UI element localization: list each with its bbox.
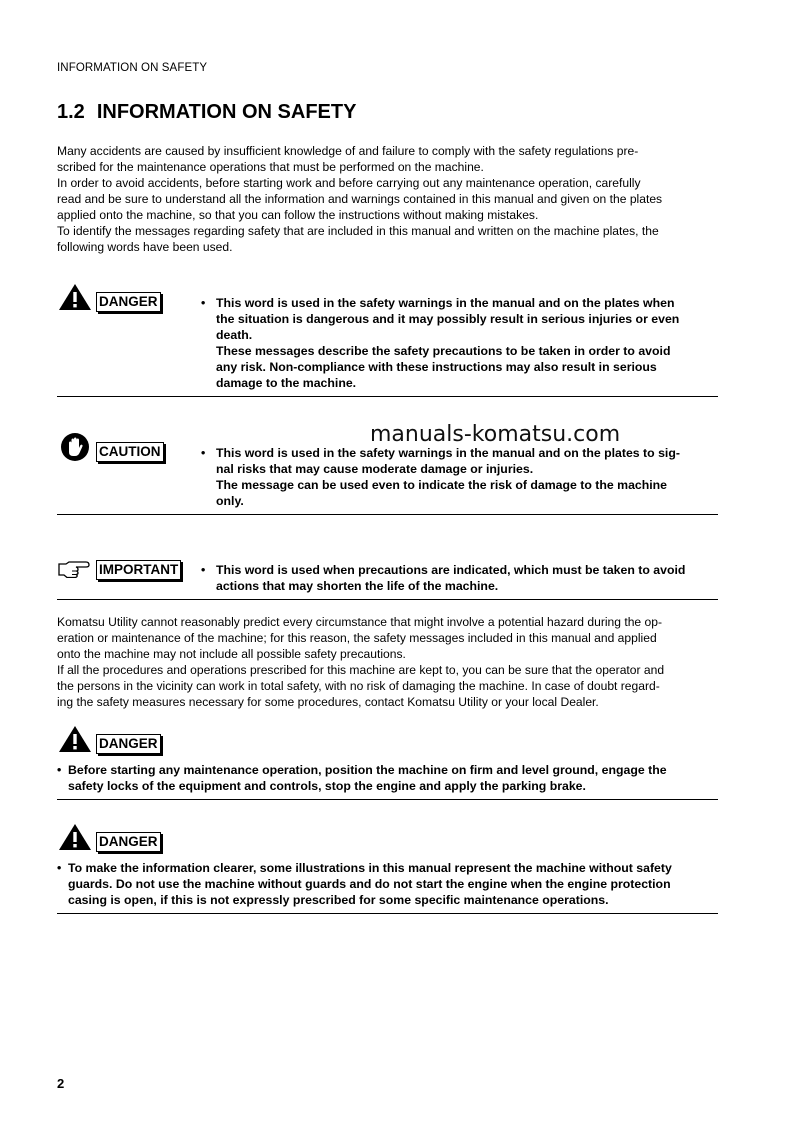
definition-line: death.	[216, 328, 253, 342]
stop-hand-icon	[60, 432, 90, 462]
danger-definition	[201, 295, 718, 391]
divider	[57, 396, 718, 397]
danger-warning-guards	[57, 860, 718, 908]
paragraph-line: the persons in the vicinity can work in total safety, with no risk of damaging the machine. In case of doubt regard-	[57, 679, 660, 693]
caution-definition	[201, 445, 718, 509]
definition-line: nal risks that may cause moderate damage or injuries.	[216, 462, 534, 476]
definition-line: This word is used in the safety warnings in the manual and on the plates to sig-	[216, 446, 680, 460]
divider	[57, 799, 718, 800]
page-number: 2	[57, 1076, 65, 1091]
intro-line: To identify the messages regarding safety that are included in this manual and written on the machine plates, the	[57, 224, 659, 238]
paragraph-line: ing the safety measures necessary for some procedures, contact Komatsu Utility or your local Dealer.	[57, 695, 599, 709]
danger-label: DANGER	[96, 832, 161, 852]
running-header: INFORMATION ON SAFETY	[57, 62, 208, 74]
definition-line: This word is used in the safety warnings in the manual and on the plates when	[216, 296, 675, 310]
divider	[57, 913, 718, 914]
danger-label: DANGER	[96, 292, 161, 312]
pointing-hand-icon	[58, 560, 92, 578]
warning-line: guards. Do not use the machine without guards and do not start the engine when the engine protection	[68, 877, 671, 891]
bullet: •	[57, 861, 62, 875]
warning-triangle-icon	[58, 823, 92, 851]
caution-label: CAUTION	[96, 442, 164, 462]
bullet: •	[201, 563, 206, 577]
disclaimer-paragraph	[57, 614, 718, 710]
paragraph-line: onto the machine may not include all possible safety precautions.	[57, 647, 406, 661]
paragraph-line: Komatsu Utility cannot reasonably predict every circumstance that might involve a potential hazard during the op-	[57, 615, 663, 629]
intro-line: applied onto the machine, so that you can follow the instructions without making mistakes.	[57, 208, 539, 222]
intro-line: scribed for the maintenance operations that must be performed on the machine.	[57, 160, 484, 174]
watermark: manuals-komatsu.com	[370, 422, 621, 447]
intro-line: following words have been used.	[57, 240, 233, 254]
section-title	[57, 101, 356, 124]
divider	[57, 599, 718, 600]
danger-label: DANGER	[96, 734, 161, 754]
important-definition	[201, 562, 718, 594]
definition-line: These messages describe the safety precautions to be taken in order to avoid	[216, 344, 671, 358]
warning-triangle-icon	[58, 725, 92, 753]
paragraph-line: If all the procedures and operations prescribed for this machine are kept to, you can be sure that the operator and	[57, 663, 665, 677]
definition-line: actions that may shorten the life of the machine.	[216, 579, 499, 593]
definition-line: damage to the machine.	[216, 376, 357, 390]
intro-paragraph	[57, 143, 718, 255]
danger-warning-parking	[57, 762, 718, 794]
warning-line: safety locks of the equipment and controls, stop the engine and apply the parking brake.	[68, 779, 586, 793]
important-label: IMPORTANT	[96, 560, 181, 580]
definition-line: only.	[216, 494, 244, 508]
intro-line: In order to avoid accidents, before starting work and before carrying out any maintenance operation, carefully	[57, 176, 641, 190]
bullet: •	[201, 296, 206, 310]
intro-line: read and be sure to understand all the information and warnings contained in this manual and given on the plates	[57, 192, 663, 206]
section-number: 1.2	[57, 101, 85, 123]
warning-line: Before starting any maintenance operation, position the machine on firm and level ground, engage the	[68, 763, 667, 777]
intro-line: Many accidents are caused by insufficient knowledge of and failure to comply with the safety regulations pre-	[57, 144, 639, 158]
warning-triangle-icon	[58, 283, 92, 311]
warning-line: casing is open, if this is not expressly prescribed for some specific maintenance operations.	[68, 893, 609, 907]
definition-line: any risk. Non-compliance with these instructions may also result in serious	[216, 360, 657, 374]
definition-line: The message can be used even to indicate the risk of damage to the machine	[216, 478, 668, 492]
definition-line: This word is used when precautions are indicated, which must be taken to avoid	[216, 563, 686, 577]
section-title-text: INFORMATION ON SAFETY	[96, 101, 357, 123]
paragraph-line: eration or maintenance of the machine; for this reason, the safety messages included in this manual and applied	[57, 631, 657, 645]
bullet: •	[201, 446, 206, 460]
warning-line: To make the information clearer, some illustrations in this manual represent the machine without safety	[68, 861, 672, 875]
definition-line: the situation is dangerous and it may possibly result in serious injuries or even	[216, 312, 680, 326]
bullet: •	[57, 763, 62, 777]
divider	[57, 514, 718, 515]
